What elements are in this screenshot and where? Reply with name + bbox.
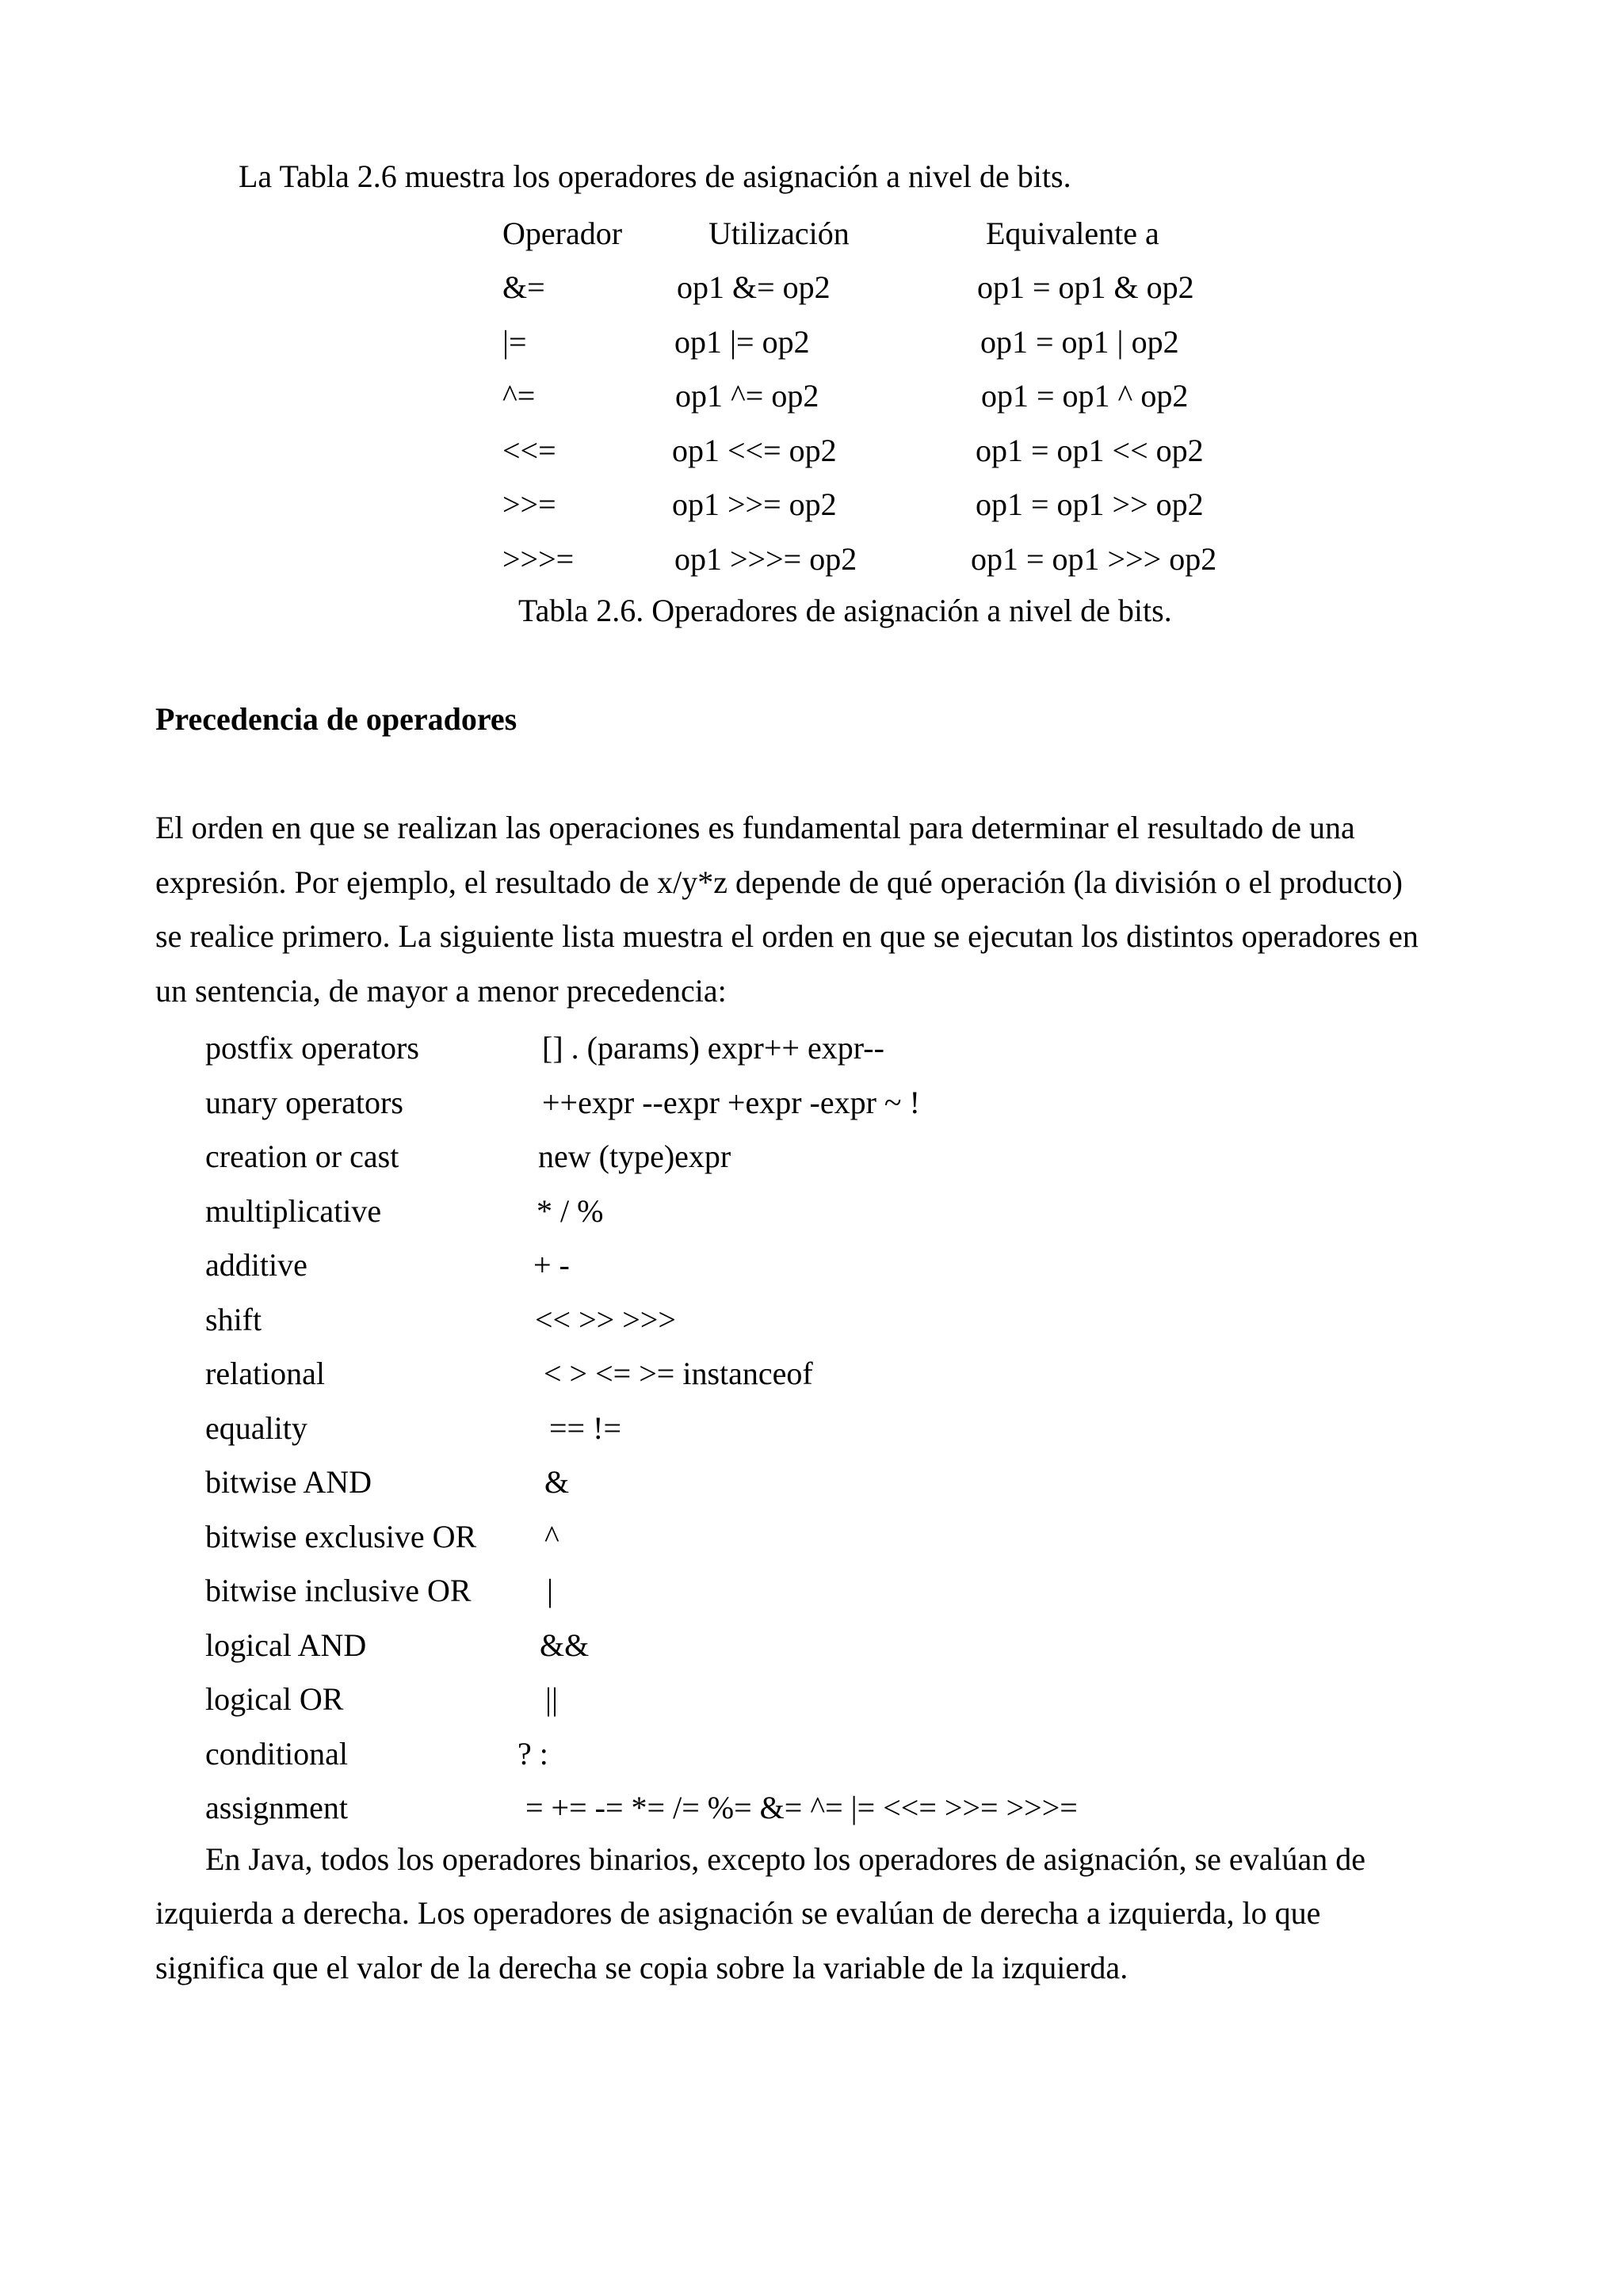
precedence-item (0, 1518, 1623, 1556)
precedence-operators: < > <= >= instanceof (544, 1356, 813, 1391)
precedence-operators: == != (549, 1410, 621, 1446)
precedence-item (0, 1192, 1623, 1230)
precedence-operators: new (type)expr (538, 1138, 731, 1174)
precedence-operators: || (545, 1681, 559, 1717)
closing-line: izquierda a derecha. Los operadores de asignación se evalúan de derecha a izquierda, lo que (155, 1895, 1321, 1931)
precedence-operators: ^ (544, 1519, 559, 1554)
table-cell-equivalent: op1 = op1 >> op2 (976, 486, 1204, 522)
precedence-category: conditional (205, 1736, 348, 1772)
precedence-item (0, 1246, 1623, 1284)
table-row (0, 377, 1623, 415)
precedence-category: unary operators (205, 1085, 403, 1120)
paragraph-line: un sentencia, de mayor a menor precedencia: (155, 973, 727, 1009)
precedence-operators: & (544, 1464, 570, 1500)
precedence-category: assignment (205, 1790, 348, 1825)
precedence-operators: = += -= *= /= %= &= ^= |= <<= >>= >>>= (525, 1790, 1078, 1825)
paragraph-line: expresión. Por ejemplo, el resultado de x/y*z depende de qué operación (la división o el producto) (155, 864, 1403, 900)
table-cell-usage: op1 ^= op2 (675, 378, 819, 414)
precedence-item (0, 1572, 1623, 1610)
closing-line: En Java, todos los operadores binarios, excepto los operadores de asignación, se evalúan de (205, 1841, 1365, 1877)
table-cell-equivalent: op1 = op1 << op2 (976, 433, 1204, 468)
table-row (0, 323, 1623, 361)
precedence-operators: * / % (537, 1193, 604, 1229)
precedence-item (0, 1735, 1623, 1773)
precedence-item (0, 1138, 1623, 1176)
table-cell-equivalent: op1 = op1 >>> op2 (971, 541, 1217, 577)
intro-text: La Tabla 2.6 muestra los operadores de asignación a nivel de bits. (239, 158, 1071, 194)
table-caption: Tabla 2.6. Operadores de asignación a nivel de bits. (518, 593, 1172, 628)
table-cell-operator: <<= (502, 433, 556, 468)
table-cell-usage: op1 <<= op2 (672, 433, 837, 468)
precedence-category: bitwise inclusive OR (205, 1573, 472, 1608)
table-header-utilizacion: Utilización (708, 215, 850, 251)
section-heading: Precedencia de operadores (155, 701, 517, 737)
precedence-item (0, 1463, 1623, 1501)
precedence-operators: [] . (params) expr++ expr-- (542, 1030, 884, 1066)
table-cell-operator: &= (502, 269, 545, 305)
precedence-operators: << >> >>> (535, 1302, 676, 1337)
table-header-row (0, 215, 1623, 253)
precedence-operators: ++expr --expr +expr -expr ~ ! (542, 1085, 920, 1120)
table-cell-operator: ^= (502, 378, 536, 414)
precedence-operators: + - (533, 1247, 570, 1283)
table-row (0, 432, 1623, 470)
table-cell-usage: op1 &= op2 (677, 269, 831, 305)
precedence-category: logical OR (205, 1681, 344, 1717)
precedence-operators: && (540, 1627, 590, 1663)
precedence-category: postfix operators (205, 1030, 419, 1066)
precedence-item (0, 1029, 1623, 1067)
precedence-category: shift (205, 1302, 262, 1337)
precedence-category: creation or cast (205, 1138, 399, 1174)
table-cell-equivalent: op1 = op1 | op2 (980, 324, 1179, 360)
precedence-category: bitwise exclusive OR (205, 1519, 477, 1554)
precedence-item (0, 1627, 1623, 1665)
precedence-operators: ? : (517, 1736, 548, 1772)
table-row (0, 540, 1623, 578)
table-header-equivalente: Equivalente a (986, 215, 1159, 251)
precedence-item (0, 1301, 1623, 1339)
table-cell-operator: |= (502, 324, 527, 360)
paragraph-line: se realice primero. La siguiente lista muestra el orden en que se ejecutan los distintos operadores en (155, 918, 1419, 954)
precedence-category: relational (205, 1356, 326, 1391)
precedence-category: equality (205, 1410, 307, 1446)
precedence-category: additive (205, 1247, 307, 1283)
precedence-item (0, 1409, 1623, 1447)
table-cell-usage: op1 >>= op2 (672, 486, 837, 522)
paragraph-line: El orden en que se realizan las operaciones es fundamental para determinar el resultado de una (155, 810, 1355, 845)
table-header-operador: Operador (502, 215, 623, 251)
table-row (0, 486, 1623, 524)
precedence-operators: | (547, 1573, 554, 1608)
closing-line: significa que el valor de la derecha se copia sobre la variable de la izquierda. (155, 1950, 1128, 1985)
precedence-item (0, 1680, 1623, 1718)
table-cell-equivalent: op1 = op1 & op2 (977, 269, 1194, 305)
table-cell-usage: op1 |= op2 (674, 324, 810, 360)
table-cell-operator: >>= (502, 486, 556, 522)
precedence-item (0, 1355, 1623, 1393)
precedence-item (0, 1084, 1623, 1122)
precedence-category: multiplicative (205, 1193, 382, 1229)
table-cell-usage: op1 >>>= op2 (674, 541, 857, 577)
table-row (0, 269, 1623, 307)
table-cell-operator: >>>= (502, 541, 575, 577)
precedence-item (0, 1789, 1623, 1827)
precedence-category: bitwise AND (205, 1464, 372, 1500)
precedence-category: logical AND (205, 1627, 367, 1663)
table-cell-equivalent: op1 = op1 ^ op2 (981, 378, 1189, 414)
